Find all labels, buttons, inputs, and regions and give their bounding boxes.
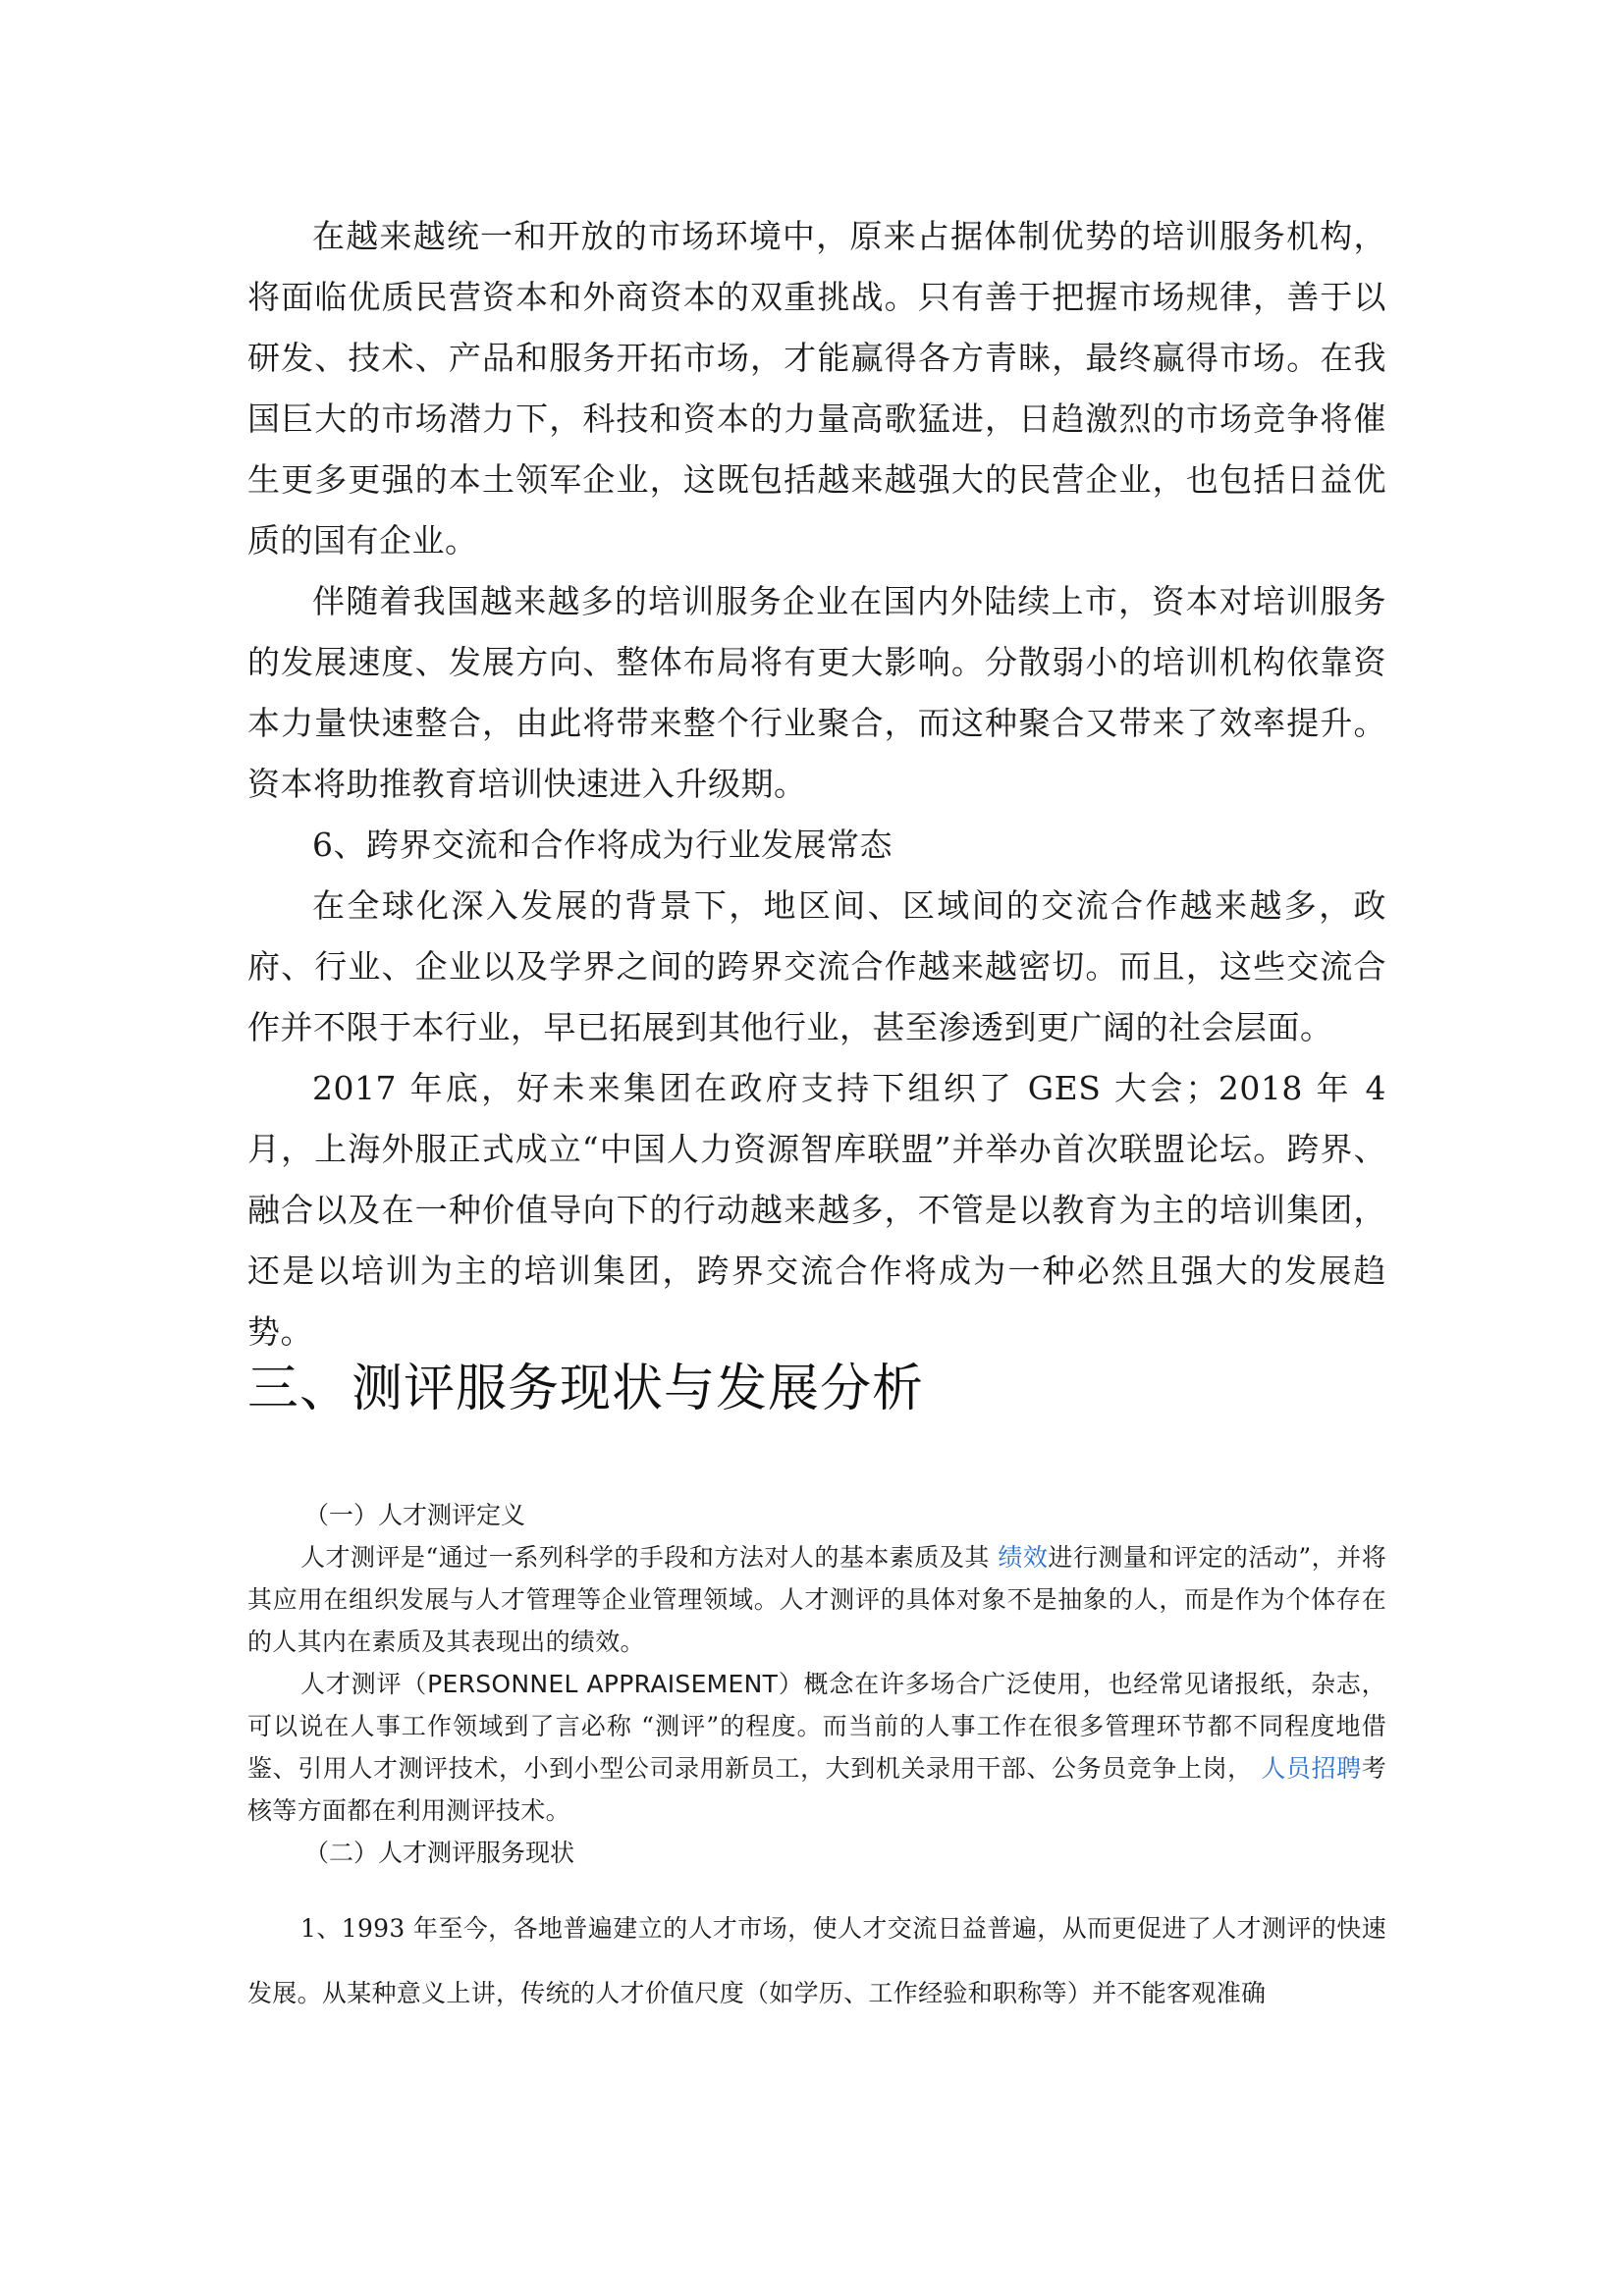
paragraph-globalization: 在全球化深入发展的背景下，地区间、区域间的交流合作越来越多，政府、行业、企业以及学界之间的跨界交流合作越来越密切。而且，这些交流合作并不限于本行业，早已拓展到其他行业，甚至渗透到更广阔的社会层面。 bbox=[247, 886, 1386, 1046]
paragraph-service-status: 1、1993 年至今，各地普遍建立的人才市场，使人才交流日益普遍，从而更促进了人才测评的快速发展。从某种意义上讲，传统的人才价值尺度（如学历、工作经验和职称等）并不能客观准确 bbox=[247, 1914, 1386, 2007]
link-recruitment[interactable]: 人员招聘 bbox=[1261, 1754, 1362, 1783]
appraisement-text-c: 考核等方面都在利用测评技术。 bbox=[247, 1754, 1387, 1825]
definition-text-a: 人才测评是“通过一系列科学的手段和方法对人的基本素质及其 bbox=[300, 1543, 990, 1572]
paragraph-capital-influence: 伴随着我国越来越多的培训服务企业在国内外陆续上市，资本对培训服务的发展速度、发展方向、整体布局将有更大影响。分散弱小的培训机构依靠资本力量快速整合，由此将带来整个行业聚合，而这种聚合又带来了效率提升。资本将助推教育培训快速进入升级期。 bbox=[247, 582, 1386, 803]
paragraph-crossover-heading: 6、跨界交流和合作将成为行业发展常态 bbox=[312, 826, 893, 864]
appraisement-latin-term: PERSONNEL APPRAISEMENT bbox=[427, 1670, 779, 1698]
subheading-service-status: （二）人才测评服务现状 bbox=[304, 1839, 575, 1867]
appraisement-text-b: ）概念在许多场合广泛使用，也经常见诸报纸，杂志，可以说在人事工作领域到了言必称 “测评”的程度。而当前的人事工作在很多管理环节都不同程度地借鉴、引用人才测评技术，小到小型公司录用新员工，大到机关录用干部、公务员竞争上岗， bbox=[247, 1670, 1386, 1783]
paragraph-appraisement bbox=[247, 1663, 1386, 1832]
subheading-definition: （一）人才测评定义 bbox=[304, 1501, 526, 1529]
definition-text-b: 进行测量和评定的活动”，并将其应用在组织发展与人才管理等企业管理领域。人才测评的具体对象不是抽象的人，而是作为个体存在的人其内在素质及其表现出的绩效。 bbox=[247, 1543, 1386, 1656]
paragraph-definition bbox=[247, 1536, 1386, 1663]
appraisement-text-a: 人才测评（ bbox=[300, 1670, 428, 1698]
paragraph-market-competition: 在越来越统一和开放的市场环境中，原来占据体制优势的培训服务机构，将面临优质民营资本和外商资本的双重挑战。只有善于把握市场规律，善于以研发、技术、产品和服务开拓市场，才能赢得各方青睐，最终赢得市场。在我国巨大的市场潜力下，科技和资本的力量高歌猛进，日趋激烈的市场竞争将催生更多更强的本土领军企业，这既包括越来越强大的民营企业，也包括日益优质的国有企业。 bbox=[247, 217, 1386, 560]
section-heading: 三、测评服务现状与发展分析 bbox=[247, 1360, 925, 1418]
paragraph-ges-conference: 2017 年底，好未来集团在政府支持下组织了 GES 大会；2018 年 4 月，上海外服正式成立“中国人力资源智库联盟”并举办首次联盟论坛。跨界、融合以及在一种价值导向下的行动越来越多，不管是以教育为主的培训集团，还是以培训为主的培训集团，跨界交流合作将成为一种必然且强大的发展趋势。 bbox=[247, 1069, 1386, 1351]
link-performance[interactable]: 绩效 bbox=[998, 1543, 1049, 1572]
